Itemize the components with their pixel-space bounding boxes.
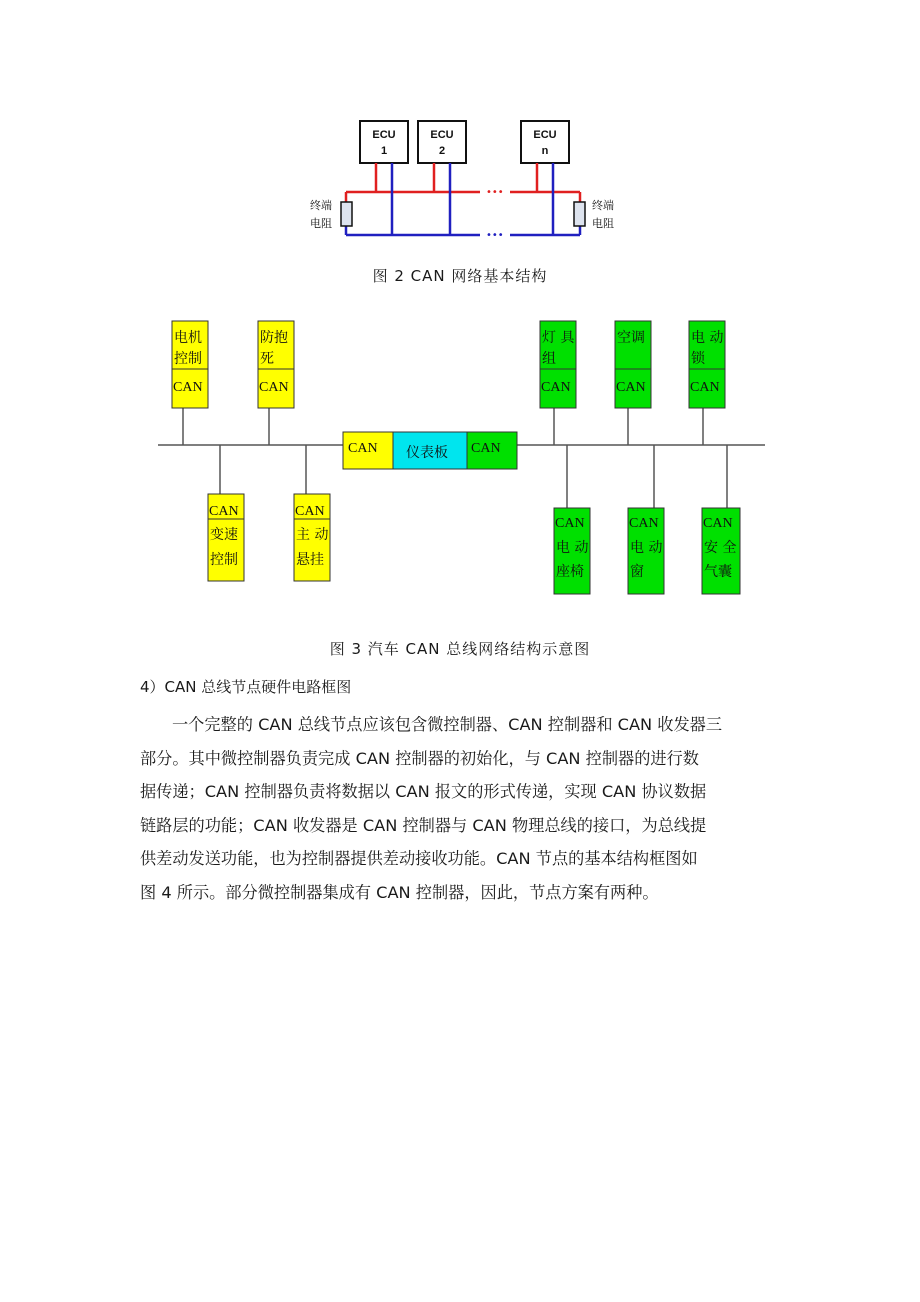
termination-resistor-left	[341, 202, 352, 226]
can-network-basic-diagram	[300, 112, 622, 262]
ecu-1-name: ECU	[372, 129, 396, 141]
resistor-right-label-2: 电阻	[592, 217, 614, 230]
node-power-seat-can: CAN	[555, 516, 585, 531]
paragraph-line: 据传递；CAN 控制器负责将数据以 CAN 报文的形式传递，实现 CAN 协议数据	[140, 782, 707, 802]
paragraph-line: 一个完整的 CAN 总线节点应该包含微控制器、CAN 控制器和 CAN 收发器三	[172, 715, 723, 734]
figure-3-caption: 图 3 汽车 CAN 总线网络结构示意图	[329, 640, 591, 658]
node-active-suspension-l1: 主 动	[296, 527, 329, 543]
node-transmission-can: CAN	[209, 504, 239, 519]
resistor-left-label-1: 终端	[310, 199, 332, 212]
panel-label: 仪表板	[406, 445, 448, 461]
node-airbag-can: CAN	[703, 516, 733, 531]
ecu-2-name: ECU	[430, 129, 454, 141]
node-ac	[615, 321, 651, 408]
can-low-line	[346, 163, 580, 235]
ellipsis-low: •••	[486, 230, 504, 241]
ecu-n-box	[521, 121, 569, 163]
node-transmission-l1: 变速	[210, 527, 238, 543]
node-power-lock	[689, 321, 725, 408]
node-motor-control-l2: 控制	[174, 351, 202, 367]
node-abs-l1: 防抱	[260, 330, 288, 346]
node-active-suspension-l2: 悬挂	[296, 552, 324, 568]
node-lights-l2: 组	[542, 351, 556, 367]
paragraph-line: 供差动发送功能，也为控制器提供差动接收功能。CAN 节点的基本结构框图如	[140, 849, 698, 869]
resistor-right-label-1: 终端	[592, 199, 614, 212]
ecu-2-index: 2	[438, 145, 446, 157]
node-active-suspension-can: CAN	[295, 504, 325, 519]
termination-resistor-right	[574, 202, 585, 226]
node-lights	[540, 321, 576, 408]
node-abs-l2: 死	[260, 351, 274, 367]
figure-2-caption: 图 2 CAN 网络基本结构	[372, 267, 548, 285]
ecu-2-box	[418, 121, 466, 163]
node-power-seat-l1: 电 动	[556, 540, 589, 556]
paragraph-line: 链路层的功能；CAN 收发器是 CAN 控制器与 CAN 物理总线的接口，为总线提	[140, 815, 707, 835]
panel-right-can: CAN	[471, 441, 501, 456]
car-can-bus-network-diagram	[150, 312, 775, 612]
can-high-line	[346, 163, 580, 202]
paragraph-line: 图 4 所示。部分微控制器集成有 CAN 控制器，因此，节点方案有两种。	[140, 882, 659, 902]
node-airbag-l2: 气囊	[704, 564, 732, 580]
node-lights-l1: 灯 具	[542, 330, 575, 346]
node-power-window-can: CAN	[629, 516, 659, 531]
node-abs	[258, 321, 294, 408]
node-power-window-l1: 电 动	[630, 540, 663, 556]
ecu-n-index: n	[541, 145, 549, 157]
node-transmission	[208, 494, 244, 581]
node-motor-control-l1: 电机	[174, 330, 202, 346]
node-power-window	[628, 508, 664, 594]
node-power-lock-l2: 锁	[691, 351, 705, 367]
node-lights-can: CAN	[541, 380, 571, 395]
node-power-window-l2: 窗	[630, 564, 644, 580]
body-paragraph	[140, 708, 780, 910]
node-transmission-l2: 控制	[210, 552, 238, 568]
node-power-seat	[554, 508, 590, 594]
node-motor-control	[172, 321, 208, 408]
node-ac-can: CAN	[616, 380, 646, 395]
node-power-seat-l2: 座椅	[556, 564, 584, 580]
ecu-n-name: ECU	[533, 129, 557, 141]
node-abs-can: CAN	[259, 380, 289, 395]
node-motor-control-can: CAN	[173, 380, 203, 395]
node-power-lock-l1: 电 动	[691, 330, 724, 346]
ecu-1-index: 1	[380, 145, 388, 157]
panel-left-can: CAN	[348, 441, 378, 456]
ecu-1-box	[360, 121, 408, 163]
node-ac-l1: 空调	[617, 330, 645, 346]
ellipsis-high: •••	[486, 187, 504, 198]
node-active-suspension	[294, 494, 330, 581]
node-airbag-l1: 安 全	[704, 540, 737, 556]
resistor-left-label-2: 电阻	[310, 217, 332, 230]
node-airbag	[702, 508, 740, 594]
node-instrument-panel	[343, 432, 517, 469]
node-power-lock-can: CAN	[690, 380, 720, 395]
section-heading: 4）CAN 总线节点硬件电路框图	[140, 678, 352, 696]
paragraph-line: 部分。其中微控制器负责完成 CAN 控制器的初始化，与 CAN 控制器的进行数	[140, 748, 699, 768]
